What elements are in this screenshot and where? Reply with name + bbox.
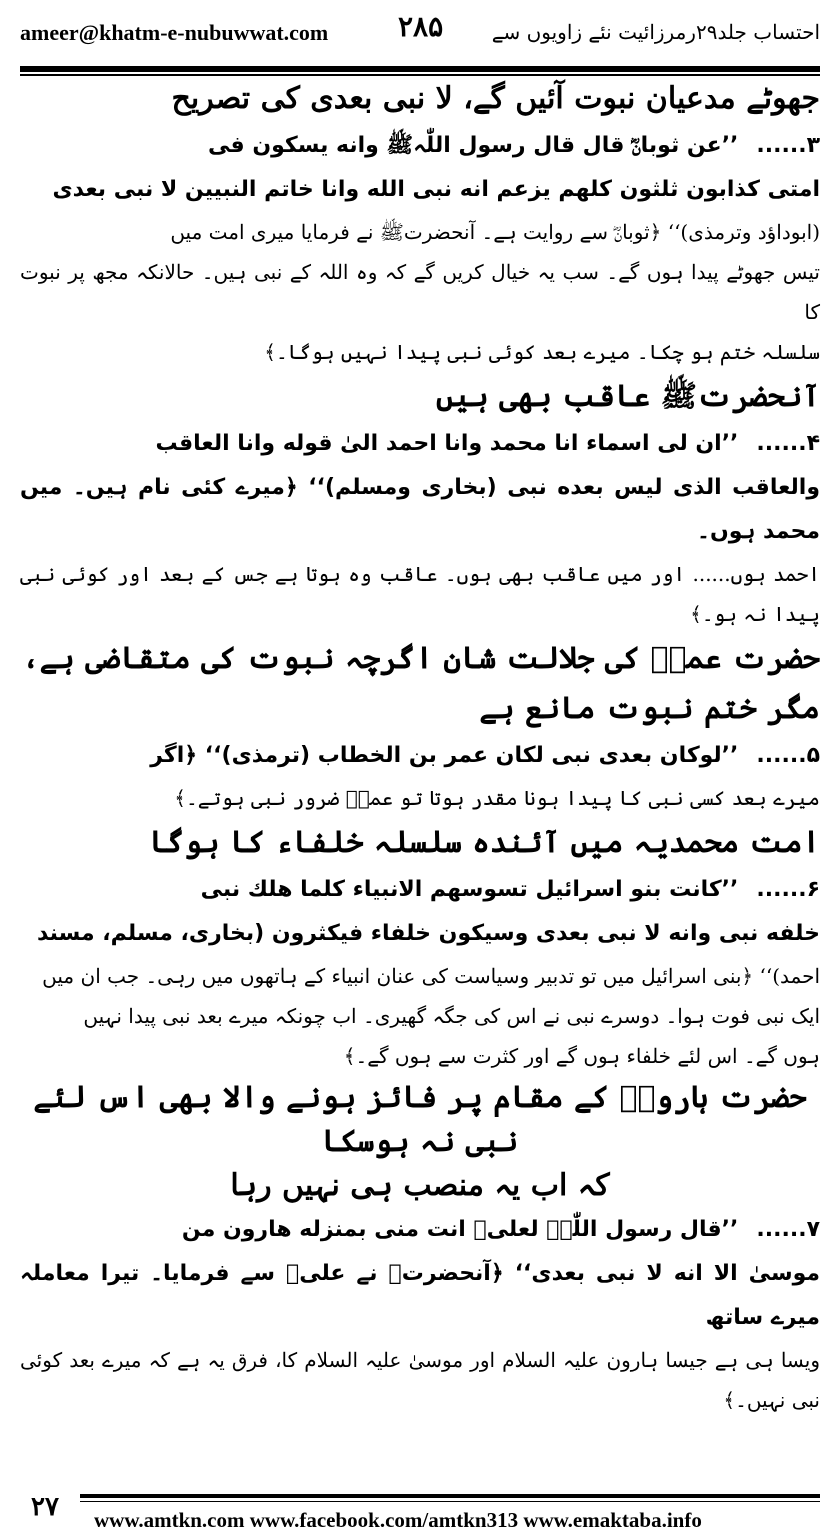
page-header xyxy=(20,6,820,56)
urdu-line: احمد)‘‘ ﴿بنی اسرائیل میں تو تدبیر وسیاست کی عنان انبیاء کے ہاتھوں میں رہی۔ جب ان میں xyxy=(42,964,820,988)
footer-rule-thick xyxy=(80,1494,820,1498)
footer-rule-thin xyxy=(80,1501,820,1502)
hadith-number: ۴...... xyxy=(756,431,820,456)
page-footer xyxy=(20,1492,820,1532)
arabic-line xyxy=(20,868,820,912)
hadith-number: ۵...... xyxy=(756,743,820,768)
footer-links[interactable]: www.amtkn.com www.facebook.com/amtkn313 www.emaktaba.info xyxy=(94,1508,702,1532)
arabic-line: والعاقب الذى ليس بعده نبى (بخارى ومسلم)‘‘ ﴿میرے کئی نام ہیں۔ میں محمد ہوں۔ xyxy=(20,475,820,544)
header-email[interactable]: ameer@khatm-e-nubuwwat.com xyxy=(20,20,329,45)
arabic-line xyxy=(20,124,820,168)
section-heading: امت محمدیہ میں آئندہ سلسلہ خلفاء کا ہوگا xyxy=(149,825,820,860)
section-heading-continued: کہ اب یہ منصب ہی نہیں رہا xyxy=(230,1168,610,1203)
page xyxy=(20,0,820,1540)
arabic-line: خلفه نبى وانه لا نبى بعدى وسيكون خلفاء فيكثرون (بخارى، مسلم، مسند xyxy=(36,921,820,946)
arabic-text: ’’لوكان بعدى نبى لكان عمر بن الخطاب (ترمذى)‘‘ ﴿اگر xyxy=(150,743,739,768)
urdu-line: ویسا ہی ہے جیسا ہارون علیہ السلام اور موسیٰ علیہ السلام کا، فرق یہ ہے کہ میرے بعد کوئی نبی نہیں۔﴾ xyxy=(20,1348,820,1412)
section-heading: آنحضرتﷺ عاقب بھی ہیں xyxy=(436,379,820,414)
arabic-line xyxy=(20,422,820,466)
header-page-number: ۲۸۵ xyxy=(398,10,444,43)
urdu-line: ایک نبی فوت ہوا۔ دوسرے نبی نے اس کی جگہ گھیری۔ اب چونکہ میرے بعد نبی پیدا نہیں xyxy=(83,1004,820,1028)
section-heading: حضرت ہارونؑ کے مقام پر فائز ہونے والا بھی اس لئے نبی نہ ہوسکا xyxy=(33,1080,807,1159)
arabic-line xyxy=(20,1208,820,1252)
arabic-text: ’’قال رسول اللّٰہﷺ لعلیؓ انت منى بمنزله هارون من xyxy=(181,1217,739,1242)
arabic-line: امتى كذابون ثلثون كلهم يزعم انه نبى الله وانا خاتم النبيين لا نبى بعدى xyxy=(52,177,820,202)
hadith-number: ۶...... xyxy=(756,877,820,902)
urdu-line: میرے بعد کسی نبی کا پیدا ہونا مقدر ہوتا تو عمرؓ ضرور نبی ہوتے۔﴾ xyxy=(174,786,820,810)
section-heading: جھوٹے مدعیان نبوت آئیں گے، لا نبی بعدی کی تصریح xyxy=(171,81,820,116)
urdu-line: ہوں گے۔ اس لئے خلفاء ہوں گے اور کثرت سے ہوں گے۔﴾ xyxy=(343,1044,820,1068)
footer-page-number: ۲۷ xyxy=(31,1492,59,1522)
hadith-number: ۷...... xyxy=(756,1217,820,1242)
urdu-line: سلسلہ ختم ہو چکا۔ میرے بعد کوئی نبی پیدا نہیں ہوگا۔﴾ xyxy=(264,340,820,364)
header-rule-thick xyxy=(20,66,820,72)
arabic-line xyxy=(20,734,820,778)
section-heading: حضرت عمرؓ کی جلالت شان اگرچہ نبوت کی متقاضی ہے، مگر ختم نبوت مانع ہے xyxy=(22,641,820,726)
urdu-line: (ابوداؤد وترمذی)‘‘ ﴿ثوبانؓ سے روایت ہے۔ آنحضرتﷺ نے فرمایا میری امت میں xyxy=(170,220,820,244)
arabic-text: ’’كانت بنو اسرائيل تسوسهم الانبياء كلما هلك نبى xyxy=(200,877,739,902)
urdu-line: تیس جھوٹے پیدا ہوں گے۔ سب یہ خیال کریں گے کہ وہ اللہ کے نبی ہیں۔ حالانکہ مجھ پر نبوت کا xyxy=(20,260,820,324)
hadith-number: ۳...... xyxy=(756,133,820,158)
urdu-line: احمد ہوں...... اور میں عاقب بھی ہوں۔ عاقب وہ ہوتا ہے جس کے بعد اور کوئی نبی پیدا نہ ہو۔﴾ xyxy=(20,562,820,626)
arabic-line: موسىٰ الا انه لا نبى بعدى‘‘ ﴿آنحضرتﷺ نے علیؓ سے فرمایا۔ تیرا معاملہ میرے ساتھ xyxy=(20,1261,820,1330)
page-body xyxy=(20,74,820,1420)
arabic-text: ’’عن ثوبانؓ قال قال رسول اللّٰہﷺ وانه يسكون فى xyxy=(208,133,739,158)
arabic-text: ’’ان لى اسماء انا محمد وانا احمد الىٰ قوله وانا العاقب xyxy=(155,431,739,456)
header-book-title: احتساب جلد۲۹رمرزائیت نئے زاویوں سے xyxy=(491,20,820,44)
